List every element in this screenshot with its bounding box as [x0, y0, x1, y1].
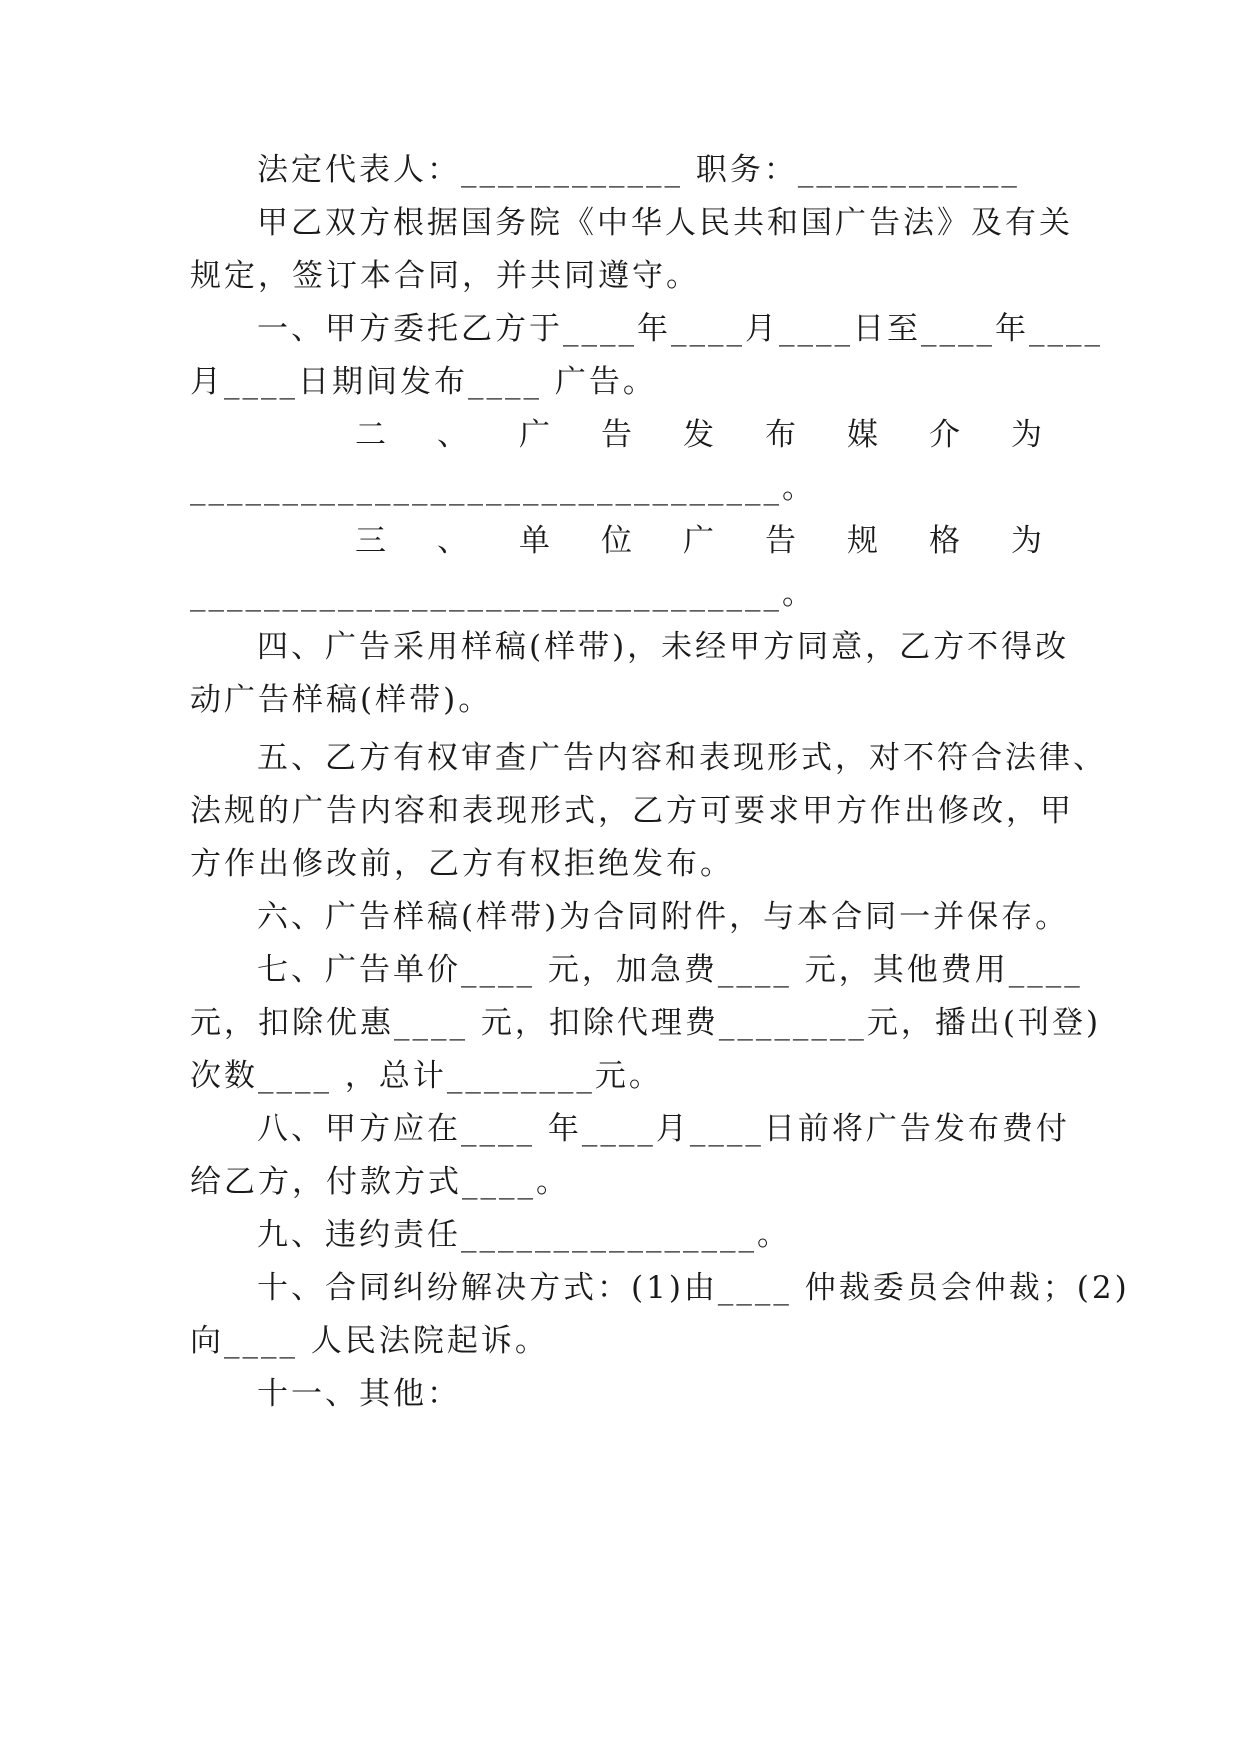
line-clause-3b: ________________________________。 — [190, 576, 816, 612]
line-clause-4a: 四、广告采用样稿(样带)，未经甲方同意，乙方不得改 — [257, 629, 1070, 665]
line-clause-8b: 给乙方，付款方式____。 — [190, 1164, 570, 1200]
line-clause-1a: 一、甲方委托乙方于____年____月____日至____年____ — [257, 311, 1103, 347]
line-clause-2b: ________________________________。 — [190, 470, 816, 506]
clause-3-char: 为 — [1011, 523, 1045, 559]
line-clause-7a: 七、广告单价____ 元，加急费____ 元，其他费用____ — [257, 952, 1083, 988]
line-clause-5a: 五、乙方有权审查广告内容和表现形式，对不符合法律、 — [257, 740, 1107, 776]
clause-2-char: 介 — [929, 417, 963, 453]
line-clause-7b: 元，扣除优惠____ 元，扣除代理费________元，播出(刊登) — [190, 1005, 1102, 1041]
line-clause-10b: 向____ 人民法院起诉。 — [190, 1323, 549, 1359]
clause-3-char: 规 — [847, 523, 881, 559]
line-clause-3a — [355, 521, 1045, 561]
line-preamble-2: 规定，签订本合同，并共同遵守。 — [190, 258, 700, 294]
line-clause-1b: 月____日期间发布____ 广告。 — [190, 364, 657, 400]
line-preamble-1: 甲乙双方根据国务院《中华人民共和国广告法》及有关 — [257, 205, 1073, 241]
line-clause-4b: 动广告样稿(样带)。 — [190, 682, 493, 718]
clause-2-char: 布 — [765, 417, 799, 453]
clause-3-char: 格 — [929, 523, 963, 559]
clause-3-char: 位 — [601, 523, 635, 559]
clause-2-char: 、 — [437, 417, 471, 453]
line-clause-9: 九、违约责任________________。 — [257, 1217, 791, 1253]
line-clause-2a — [355, 415, 1045, 455]
clause-2-char: 发 — [683, 417, 717, 453]
clause-2-char: 广 — [519, 417, 553, 453]
clause-3-char: 广 — [683, 523, 717, 559]
line-clause-10a: 十、合同纠纷解决方式：(1)由____ 仲裁委员会仲裁；(2) — [257, 1270, 1130, 1306]
clause-2-char: 为 — [1011, 417, 1045, 453]
clause-2-char: 媒 — [847, 417, 881, 453]
clause-2-char: 二 — [355, 417, 389, 453]
line-clause-5c: 方作出修改前，乙方有权拒绝发布。 — [190, 846, 734, 882]
clause-3-char: 告 — [765, 523, 799, 559]
clause-3-char: 、 — [437, 523, 471, 559]
line-clause-11: 十一、其他： — [257, 1376, 461, 1412]
clause-3-char: 单 — [519, 523, 553, 559]
clause-3-char: 三 — [355, 523, 389, 559]
line-clause-7c: 次数____ ，总计________元。 — [190, 1058, 663, 1094]
line-clause-8a: 八、甲方应在____ 年____月____日前将广告发布费付 — [257, 1111, 1070, 1147]
clause-2-char: 告 — [601, 417, 635, 453]
line-clause-5b: 法规的广告内容和表现形式，乙方可要求甲方作出修改，甲 — [190, 793, 1074, 829]
line-clause-6: 六、广告样稿(样带)为合同附件，与本合同一并保存。 — [257, 899, 1070, 935]
line-legal-representative: 法定代表人：____________ 职务：____________ — [257, 152, 1020, 188]
